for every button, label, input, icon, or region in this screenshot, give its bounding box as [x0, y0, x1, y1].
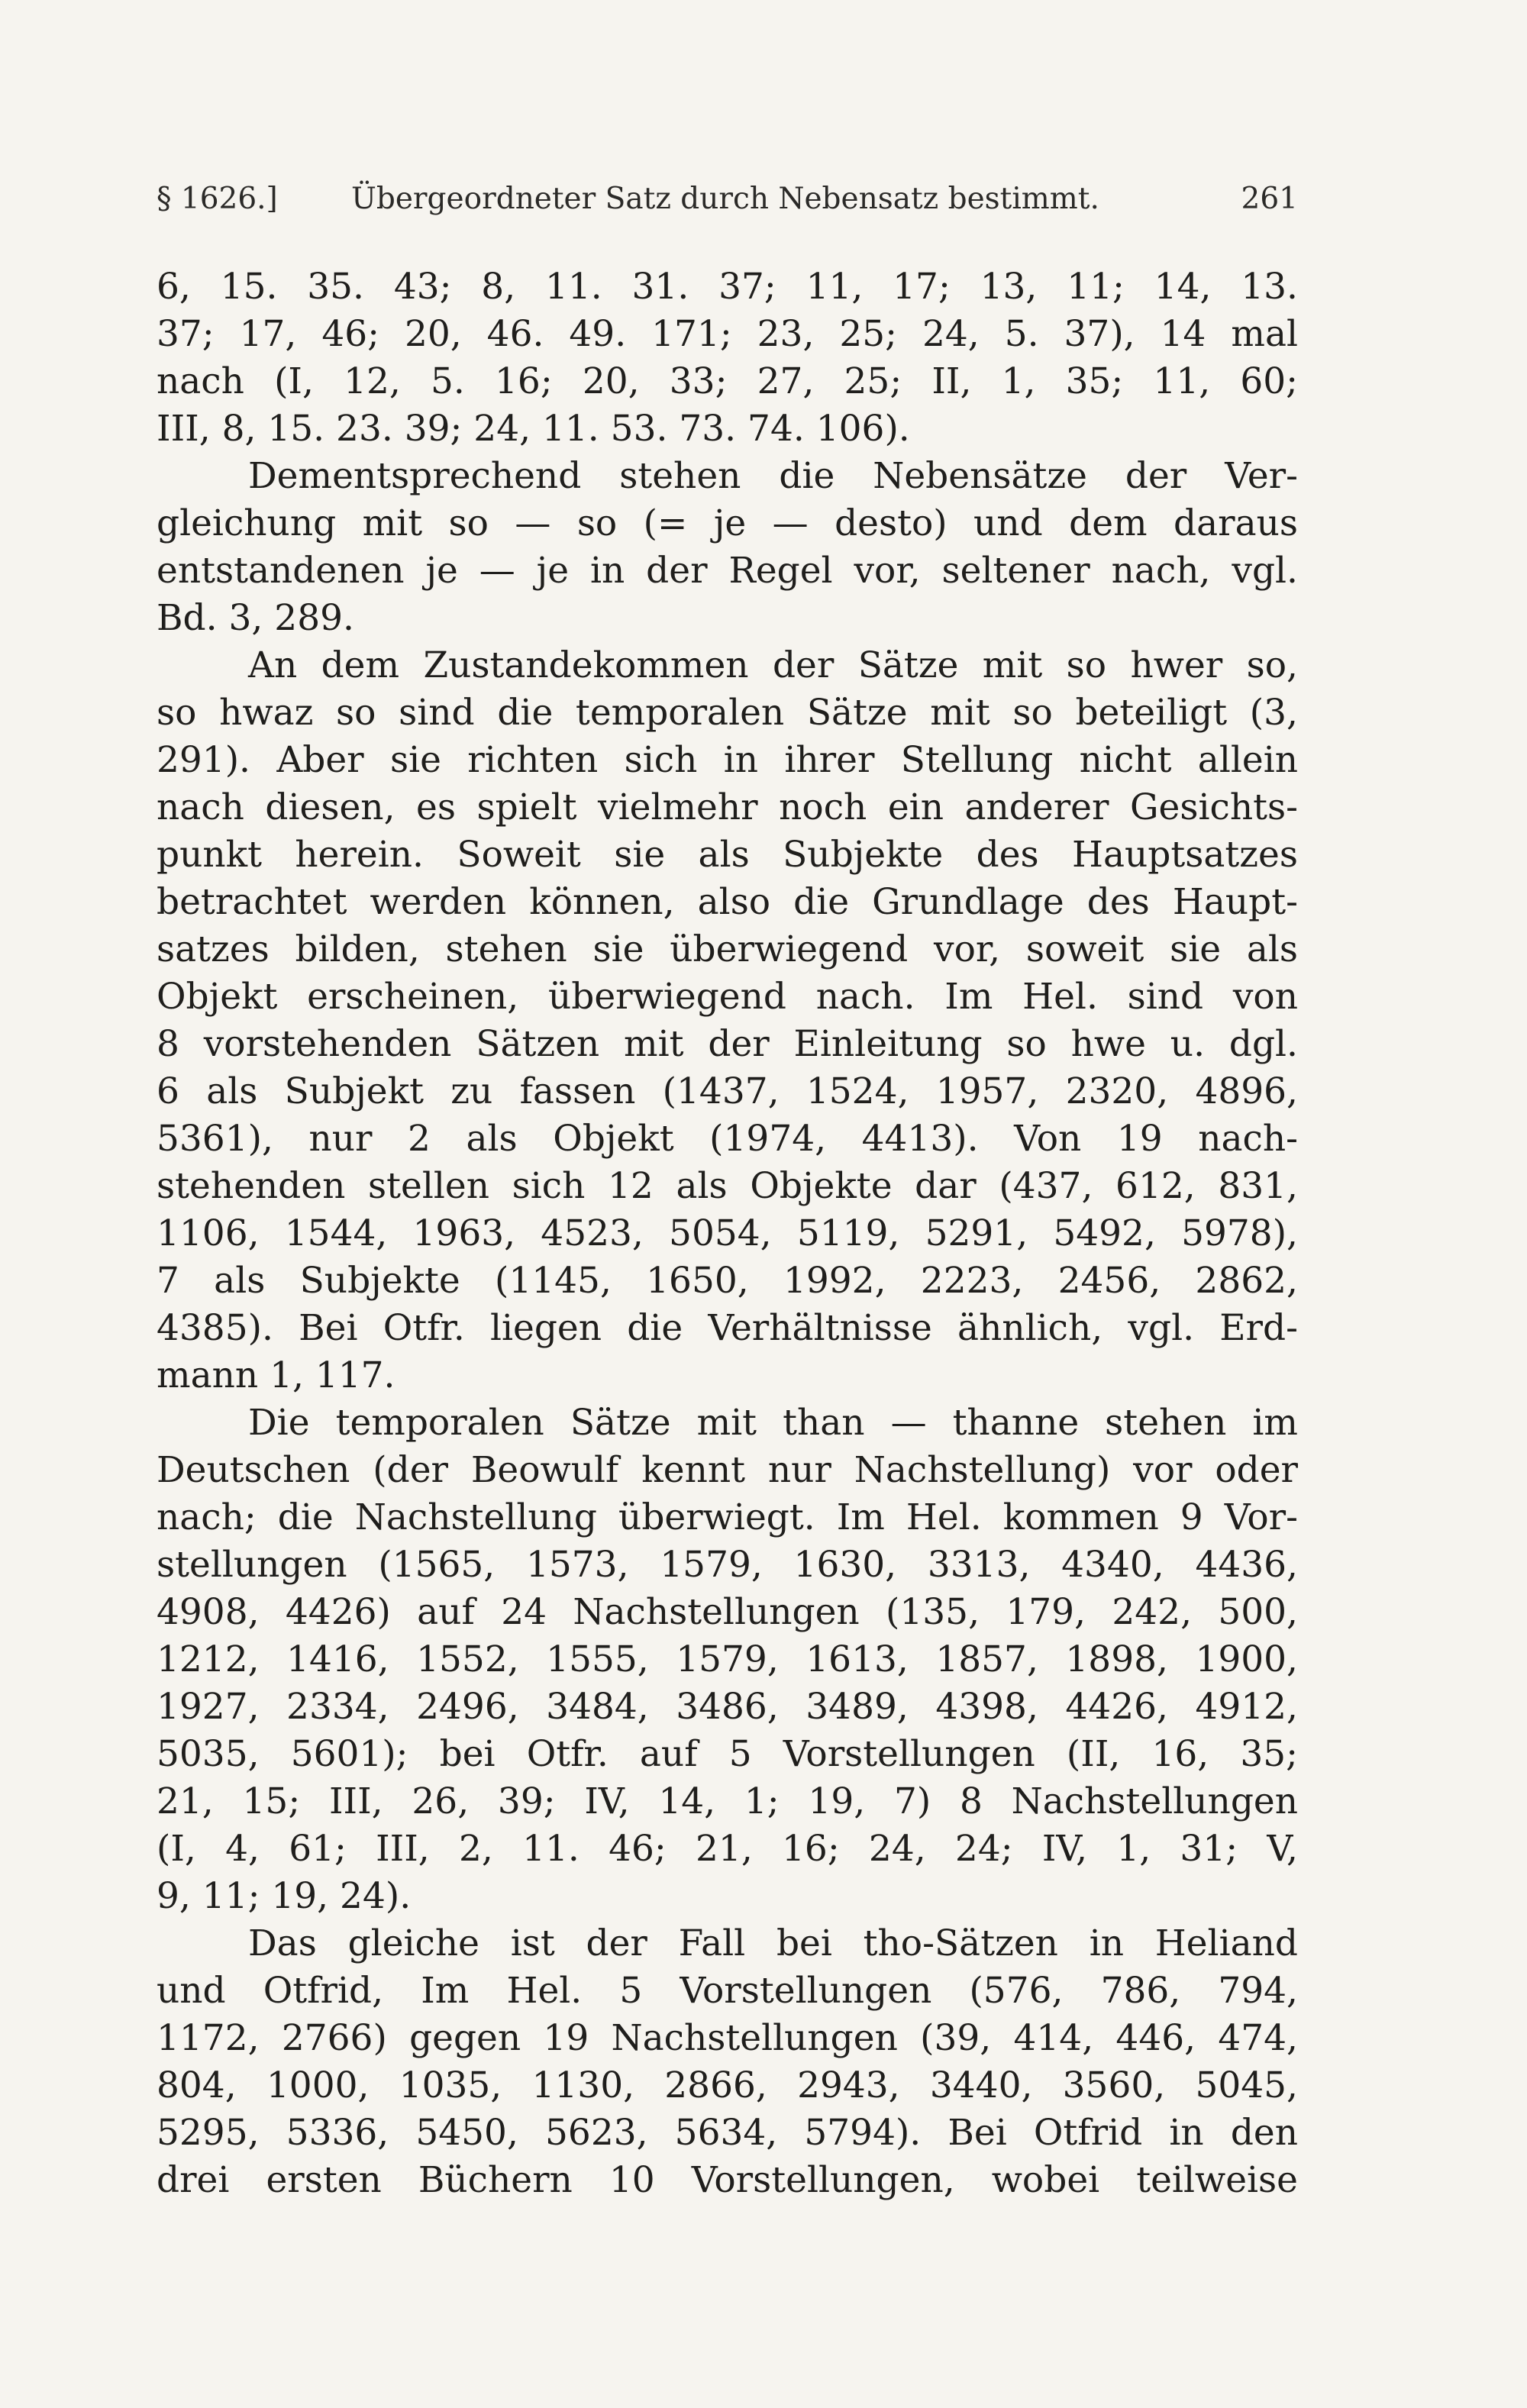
text-line: 9, 11; 19, 24).: [157, 1875, 412, 1917]
text-line: (I, 4, 61; III, 2, 11. 46; 21, 16; 24, 24; IV, 1, 31; V,: [157, 1828, 1298, 1870]
text-line: nach diesen, es spielt vielmehr noch ein anderer Gesichts-: [157, 786, 1298, 828]
text-line: 4908, 4426) auf 24 Nachstellungen (135, 179, 242, 500,: [157, 1591, 1298, 1633]
text-line: 291). Aber sie richten sich in ihrer Stellung nicht allein: [157, 739, 1298, 781]
text-line: 37; 17, 46; 20, 46. 49. 171; 23, 25; 24, 5. 37), 14 mal: [157, 313, 1298, 355]
text-line: Bd. 3, 289.: [157, 597, 354, 639]
text-line: so hwaz so sind die temporalen Sätze mit so beteiligt (3,: [157, 692, 1298, 734]
paragraph-tho-saetze: [157, 1920, 1298, 2204]
text-line: Deutschen (der Beowulf kennt nur Nachstellung) vor oder: [157, 1449, 1298, 1491]
text-line: betrachtet werden können, also die Grundlage des Haupt-: [157, 881, 1298, 923]
text-line: 21, 15; III, 26, 39; IV, 14, 1; 19, 7) 8 Nachstellungen: [157, 1780, 1298, 1822]
text-line: 5361), nur 2 als Objekt (1974, 4413). Von 19 nach-: [157, 1118, 1298, 1160]
text-line: Objekt erscheinen, überwiegend nach. Im Hel. sind von: [157, 976, 1298, 1018]
text-line: nach (I, 12, 5. 16; 20, 33; 27, 25; II, 1, 35; 11, 60;: [157, 360, 1298, 402]
paragraph-so-hwer-so: [157, 642, 1298, 1399]
section-reference: § 1626.]: [157, 182, 278, 216]
text-line: nach; die Nachstellung überwiegt. Im Hel. kommen 9 Vor-: [157, 1496, 1298, 1538]
text-line: stehenden stellen sich 12 als Objekte dar (437, 612, 831,: [157, 1165, 1298, 1207]
text-line: und Otfrid, Im Hel. 5 Vorstellungen (576, 786, 794,: [157, 1970, 1298, 2012]
paragraph-vergleichung: [157, 453, 1298, 642]
text-line: An dem Zustandekommen der Sätze mit so hwer so,: [248, 644, 1298, 686]
text-line: 1172, 2766) gegen 19 Nachstellungen (39, 414, 446, 474,: [157, 2017, 1298, 2059]
text-line: Dementsprechend stehen die Nebensätze der Ver-: [248, 455, 1298, 497]
text-line: stellungen (1565, 1573, 1579, 1630, 3313, 4340, 4436,: [157, 1544, 1298, 1586]
paragraph-continuation: [157, 263, 1298, 453]
text-line: 1927, 2334, 2496, 3484, 3486, 3489, 4398, 4426, 4912,: [157, 1686, 1298, 1728]
body-text: [157, 263, 1298, 2204]
text-line: 6 als Subjekt zu fassen (1437, 1524, 1957, 2320, 4896,: [157, 1070, 1298, 1112]
text-line: 5035, 5601); bei Otfr. auf 5 Vorstellungen (II, 16, 35;: [157, 1733, 1298, 1775]
text-line: 1212, 1416, 1552, 1555, 1579, 1613, 1857, 1898, 1900,: [157, 1638, 1298, 1680]
text-line: III, 8, 15. 23. 39; 24, 11. 53. 73. 74. 106).: [157, 408, 910, 450]
text-line: 4385). Bei Otfr. liegen die Verhältnisse ähnlich, vgl. Erd-: [157, 1307, 1298, 1349]
running-header: [157, 182, 1298, 228]
text-line: mann 1, 117.: [157, 1354, 395, 1396]
running-title: Übergeordneter Satz durch Nebensatz bestimmt.: [351, 182, 1099, 216]
text-line: drei ersten Büchern 10 Vorstellungen, wobei teilweise: [157, 2159, 1298, 2201]
text-line: 7 als Subjekte (1145, 1650, 1992, 2223, 2456, 2862,: [157, 1260, 1298, 1302]
text-line: 8 vorstehenden Sätzen mit der Einleitung so hwe u. dgl.: [157, 1023, 1298, 1065]
text-line: entstandenen je — je in der Regel vor, seltener nach, vgl.: [157, 550, 1298, 592]
text-line: 804, 1000, 1035, 1130, 2866, 2943, 3440, 3560, 5045,: [157, 2064, 1298, 2106]
text-line: Das gleiche ist der Fall bei tho-Sätzen in Heliand: [248, 1922, 1298, 1964]
text-line: satzes bilden, stehen sie überwiegend vor, soweit sie als: [157, 928, 1298, 970]
page-number: 261: [1241, 182, 1298, 216]
text-line: gleichung mit so — so (= je — desto) und dem daraus: [157, 502, 1298, 544]
text-line: punkt herein. Soweit sie als Subjekte des Hauptsatzes: [157, 834, 1298, 876]
text-line: 1106, 1544, 1963, 4523, 5054, 5119, 5291, 5492, 5978),: [157, 1212, 1298, 1254]
paragraph-than-thanne: [157, 1399, 1298, 1920]
text-line: 6, 15. 35. 43; 8, 11. 31. 37; 11, 17; 13, 11; 14, 13.: [157, 266, 1298, 308]
text-line: Die temporalen Sätze mit than — thanne stehen im: [248, 1402, 1298, 1444]
text-line: 5295, 5336, 5450, 5623, 5634, 5794). Bei Otfrid in den: [157, 2112, 1298, 2154]
